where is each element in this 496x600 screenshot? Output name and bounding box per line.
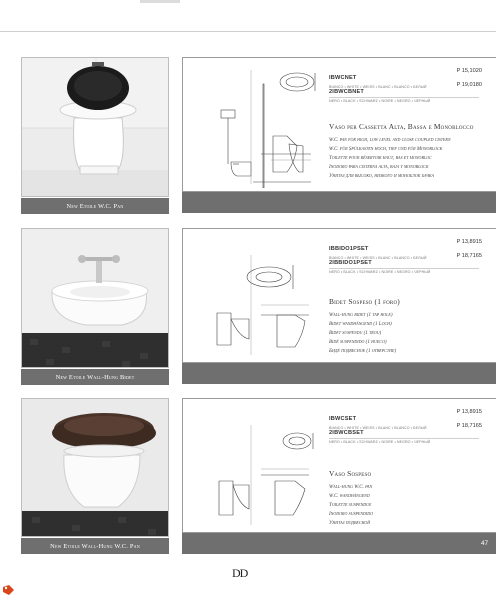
description-list — [329, 483, 373, 528]
product-title: Bidet Sospeso (1 foro) — [329, 297, 400, 306]
code-row — [329, 237, 430, 260]
price: P 13,8915 — [456, 239, 482, 245]
description-line: Унитаз для высоко, низкого и моноблок бачка — [329, 174, 434, 179]
brand-logo: DD — [232, 566, 248, 580]
finish-list: BIANCO • WHITE • WEISS • BLANC • BLANCO • БЕЛЫЙ — [329, 256, 427, 260]
description-line: Bidet wandhängend (1 Loch) — [329, 322, 392, 327]
price: P 19,0180 — [456, 82, 482, 88]
product-title: Vaso per Cassetta Alta, Bassa e Monoblocco — [329, 122, 474, 131]
product-caption: New Etoile Wall-Hung W.C. Pan — [21, 538, 169, 554]
panel-footer-bar — [182, 192, 496, 213]
finish-list: NERO • BLACK • SCHWARZ • NOIRE • NEGRO • ЧЕРНЫЙ — [329, 440, 431, 444]
divider — [329, 438, 479, 439]
description-line: Toilette suspendue — [329, 503, 372, 508]
description-line: Биде подвесное (1 отверстие) — [329, 349, 397, 354]
product-photo — [21, 57, 169, 197]
code-row — [329, 80, 431, 103]
code-row — [329, 251, 431, 274]
finish-list: BIANCO • WHITE • WEISS • BLANC • BLANCO • БЕЛЫЙ — [329, 85, 427, 89]
product-code: IBBIDO1PSET — [329, 246, 369, 252]
spec-panel — [182, 398, 496, 533]
top-decoration — [140, 0, 180, 3]
description-line: Toilette pour réservoir haut, bas et monobloc — [329, 156, 432, 161]
product-code: IBWCSET — [329, 416, 357, 422]
product-caption: New Etoile Wall-Hung Bidet — [21, 369, 169, 385]
price: P 13,8915 — [456, 409, 482, 415]
description-line: Inodoro para cisterna alta, baja y monoblock — [329, 165, 429, 170]
tag-icon — [2, 584, 15, 596]
product-code: IBWCNET — [329, 75, 357, 81]
description-line: W.C. für Spülkasten hoch, tief und für Monoblock — [329, 147, 443, 152]
description-line: Bidet suspendu (1 trou) — [329, 331, 382, 336]
product-photo — [21, 228, 169, 368]
code-list — [329, 407, 431, 444]
page-number: 47 — [481, 540, 489, 547]
product-title: Vaso Sospeso — [329, 469, 372, 478]
description-line: W.C. wandhängend — [329, 494, 370, 499]
finish-list: NERO • BLACK • SCHWARZ • NOIRE • NEGRO • ЧЕРНЫЙ — [329, 99, 431, 103]
description-list — [329, 311, 396, 356]
technical-drawing — [191, 235, 325, 359]
finish-list: NERO • BLACK • SCHWARZ • NOIRE • NEGRO • ЧЕРНЫЙ — [329, 270, 431, 274]
description-line: W.C. pan for high, low level and close coupled cistern — [329, 138, 451, 143]
description-line: Bidé suspendido (1 hueco) — [329, 340, 387, 345]
description-list — [329, 136, 451, 181]
finish-list: BIANCO • WHITE • WEISS • BLANC • BLANCO • БЕЛЫЙ — [329, 426, 427, 430]
product-caption: New Etoile W.C. Pan — [21, 198, 169, 214]
technical-drawing — [191, 64, 325, 188]
code-list — [329, 66, 431, 103]
description-line: Унитаз подвесной — [329, 521, 371, 526]
price: P 18,7165 — [456, 253, 482, 259]
code-row — [329, 407, 430, 430]
description-line: Wall-hung bidet (1 tap hole) — [329, 313, 393, 318]
product-code: 2IBBIDO1PSET — [329, 260, 372, 266]
divider — [329, 97, 479, 98]
code-row — [329, 66, 430, 89]
panel-footer-bar — [182, 363, 496, 384]
product-code: 2IBWCBSET — [329, 430, 364, 436]
divider — [329, 268, 479, 269]
product-code: 2IBWCBNET — [329, 89, 365, 95]
spec-panel — [182, 57, 496, 192]
code-list — [329, 237, 431, 274]
header-rule — [0, 31, 496, 32]
product-photo — [21, 398, 169, 537]
spec-panel — [182, 228, 496, 363]
code-row — [329, 421, 431, 444]
price: P 18,7165 — [456, 423, 482, 429]
description-line: Wall-hung W.C. pan — [329, 485, 373, 490]
description-line: Inodoro suspendido — [329, 512, 374, 517]
technical-drawing — [191, 405, 325, 529]
panel-footer-bar — [182, 533, 496, 554]
price: P 15,1020 — [456, 68, 482, 74]
